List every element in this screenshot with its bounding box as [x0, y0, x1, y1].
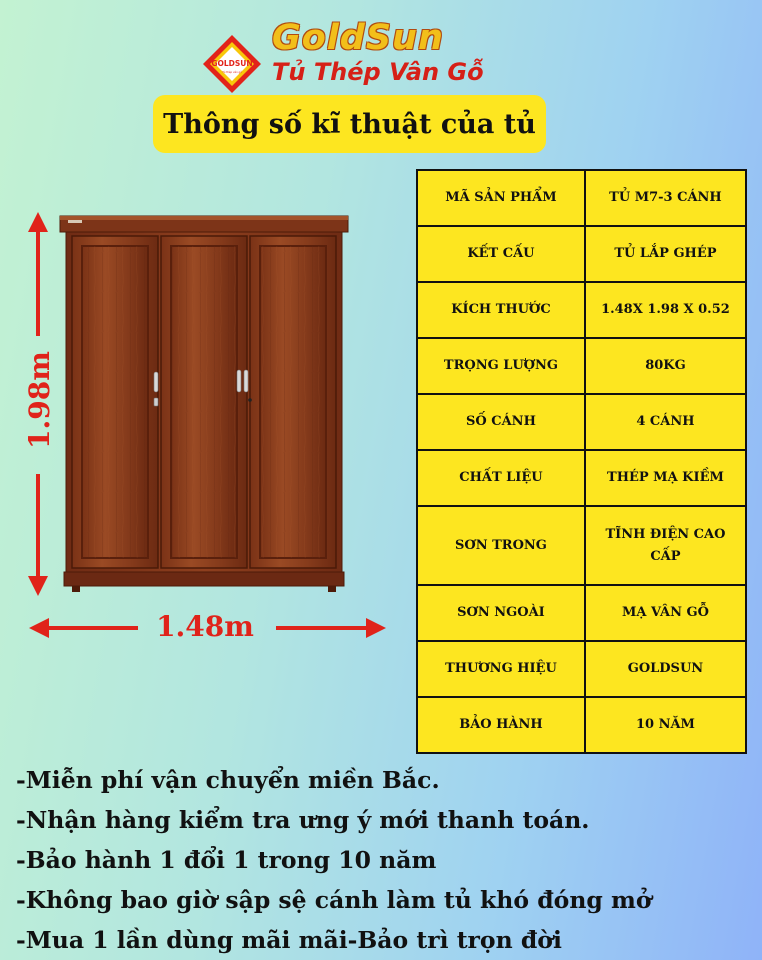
spec-key: MÃ SẢN PHẨM	[417, 170, 585, 226]
spec-key: SƠN TRONG	[417, 506, 585, 585]
page-title: Thông số kĩ thuật của tủ	[153, 95, 546, 153]
height-label: 1.98m	[23, 351, 56, 449]
spec-key: KẾT CẤU	[417, 226, 585, 282]
spec-value: 80KG	[585, 338, 746, 394]
spec-value: TĨNH ĐIỆN CAO CẤP	[585, 506, 746, 585]
spec-key: SỐ CÁNH	[417, 394, 585, 450]
list-item: -Mua 1 lần dùng mãi mãi-Bảo trì trọn đời	[16, 926, 562, 954]
svg-text:Tủ thép vân gỗ: Tủ thép vân gỗ	[222, 71, 242, 74]
wardrobe-3-door-image-icon	[58, 212, 350, 594]
brand-name: GoldSun	[272, 18, 444, 58]
spec-key: KÍCH THƯỚC	[417, 282, 585, 338]
svg-text:GOLDSUN: GOLDSUN	[211, 59, 253, 68]
spec-value: MẠ VÂN GỖ	[585, 585, 746, 641]
table-row	[417, 394, 746, 450]
table-row	[417, 450, 746, 506]
spec-key: BẢO HÀNH	[417, 697, 585, 753]
table-row	[417, 506, 746, 585]
table-row	[417, 585, 746, 641]
spec-table	[416, 169, 747, 754]
table-row	[417, 282, 746, 338]
list-item: -Bảo hành 1 đổi 1 trong 10 năm	[16, 846, 437, 874]
spec-key: THƯƠNG HIỆU	[417, 641, 585, 697]
spec-key: SƠN NGOÀI	[417, 585, 585, 641]
benefits-list	[16, 762, 756, 960]
table-row	[417, 226, 746, 282]
spec-value: 10 NĂM	[585, 697, 746, 753]
spec-value: 4 CÁNH	[585, 394, 746, 450]
spec-value: GOLDSUN	[585, 641, 746, 697]
width-label: 1.48m	[156, 610, 254, 643]
spec-value: TỦ M7-3 CÁNH	[585, 170, 746, 226]
spec-key: TRỌNG LƯỢNG	[417, 338, 585, 394]
table-row	[417, 170, 746, 226]
table-row	[417, 697, 746, 753]
brand-tagline: Tủ Thép Vân Gỗ	[272, 58, 484, 86]
table-row	[417, 338, 746, 394]
spec-value: TỦ LẮP GHÉP	[585, 226, 746, 282]
list-item: -Nhận hàng kiểm tra ưng ý mới thanh toán.	[16, 806, 590, 834]
spec-key: CHẤT LIỆU	[417, 450, 585, 506]
list-item: -Miễn phí vận chuyển miền Bắc.	[16, 766, 440, 794]
list-item: -Không bao giờ sập sệ cánh làm tủ khó đóng mở	[16, 886, 652, 914]
spec-value: 1.48X 1.98 X 0.52	[585, 282, 746, 338]
table-row	[417, 641, 746, 697]
spec-value: THÉP MẠ KIỀM	[585, 450, 746, 506]
